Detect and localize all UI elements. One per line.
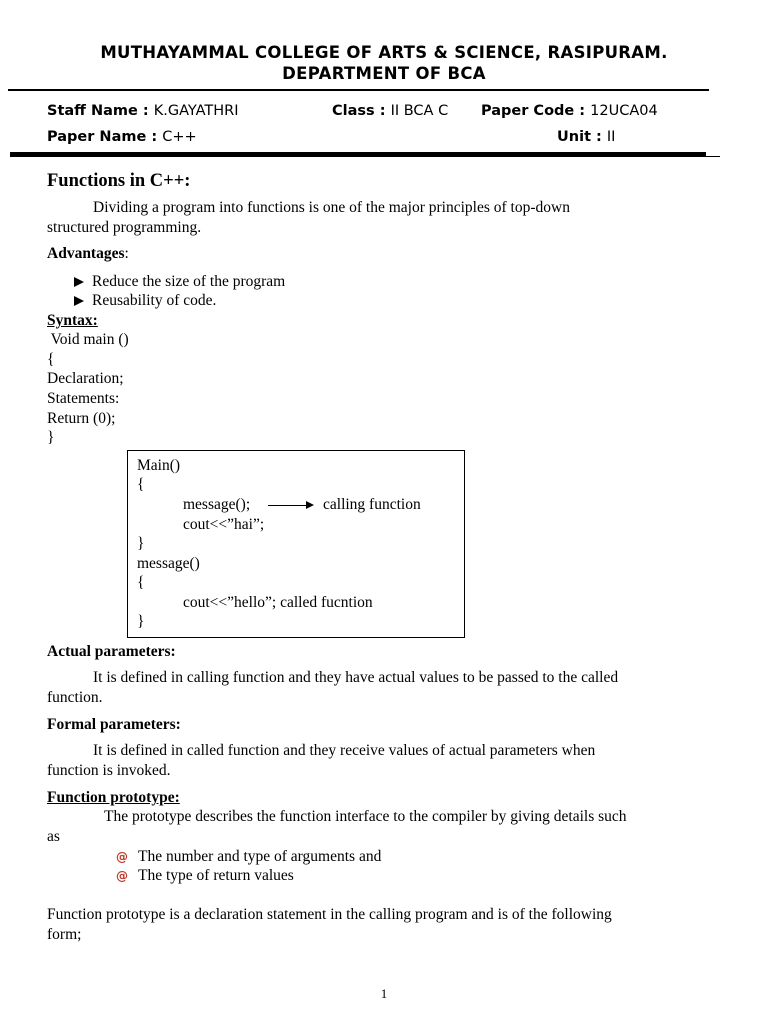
actual-parameters-heading: Actual parameters:	[47, 643, 176, 660]
class-value: II BCA C	[390, 103, 449, 119]
formal-parameters-line-1: It is defined in called function and they receive values of actual parameters when	[93, 742, 596, 759]
code-line: cout<<”hello”; called fucntion	[183, 594, 373, 611]
staff-name-value: K.GAYATHRI	[153, 103, 239, 119]
prototype-item	[116, 867, 294, 885]
unit-row	[557, 129, 615, 145]
syntax-line: }	[47, 429, 55, 446]
actual-parameters-line-2: function.	[47, 689, 103, 706]
unit-value: II	[606, 129, 616, 145]
staff-name-row	[47, 103, 239, 119]
paper-name-value: C++	[162, 129, 197, 145]
section-title: Functions in C++:	[47, 171, 191, 191]
formal-parameters-line-2: function is invoked.	[47, 762, 171, 779]
arrow-bullet-icon	[74, 277, 84, 287]
intro-line-1: Dividing a program into functions is one of the major principles of top-down	[93, 199, 570, 216]
code-annotation: calling function	[323, 496, 421, 513]
closing-line-2: form;	[47, 926, 82, 943]
prototype-line-2: as	[47, 828, 60, 845]
intro-line-2: structured programming.	[47, 219, 202, 236]
prototype-item	[116, 848, 381, 866]
department-name: DEPARTMENT OF BCA	[282, 64, 486, 83]
class-label: Class :	[332, 103, 391, 119]
syntax-line: Declaration;	[47, 370, 124, 387]
arrow-right-icon	[306, 501, 314, 509]
code-line: {	[137, 476, 145, 493]
advantages-colon: :	[124, 245, 129, 262]
arrow-line	[268, 505, 308, 506]
syntax-heading: Syntax:	[47, 312, 98, 329]
paper-name-row	[47, 129, 197, 145]
advantages-heading	[47, 245, 129, 263]
arrow-bullet-icon	[74, 296, 84, 306]
code-line: message()	[137, 555, 200, 572]
prototype-line-1: The prototype describes the function interface to the compiler by giving details such	[104, 808, 627, 825]
paper-code-row	[481, 103, 658, 119]
prototype-item-text: The number and type of arguments and	[138, 848, 382, 865]
code-line: {	[137, 574, 145, 591]
function-prototype-heading: Function prototype:	[47, 789, 180, 806]
advantage-item-text: Reduce the size of the program	[92, 273, 286, 290]
staff-name-label: Staff Name :	[47, 103, 154, 119]
code-line: cout<<”hai”;	[183, 516, 265, 533]
class-row	[332, 103, 448, 119]
syntax-line: {	[47, 351, 55, 368]
code-line: }	[137, 613, 145, 630]
advantage-item-text: Reusability of code.	[92, 292, 217, 309]
header-rule-top	[8, 89, 709, 91]
actual-parameters-line-1: It is defined in calling function and they have actual values to be passed to the called	[93, 669, 619, 686]
advantage-item	[74, 273, 285, 291]
formal-parameters-heading: Formal parameters:	[47, 716, 181, 733]
closing-line-1: Function prototype is a declaration statement in the calling program and is of the following	[47, 906, 612, 923]
header-rule-tail	[706, 156, 720, 157]
syntax-line: Statements:	[47, 390, 120, 407]
syntax-line: Return (0);	[47, 410, 116, 427]
code-line: }	[137, 535, 145, 552]
at-bullet-icon: @	[116, 850, 128, 864]
syntax-line: Void main ()	[47, 331, 129, 348]
advantages-label: Advantages	[47, 245, 125, 262]
paper-code-label: Paper Code :	[481, 103, 591, 119]
code-line: message();	[183, 496, 251, 513]
page-number: 1	[380, 986, 388, 1001]
prototype-item-text: The type of return values	[138, 867, 294, 884]
unit-label: Unit :	[557, 129, 607, 145]
college-name: MUTHAYAMMAL COLLEGE OF ARTS & SCIENCE, RASIPURAM.	[100, 43, 668, 62]
paper-name-label: Paper Name :	[47, 129, 163, 145]
at-bullet-icon: @	[116, 869, 128, 883]
code-line: Main()	[137, 457, 181, 474]
paper-code-value: 12UCA04	[590, 103, 658, 119]
advantage-item	[74, 292, 216, 310]
header-rule-bottom	[10, 152, 706, 157]
